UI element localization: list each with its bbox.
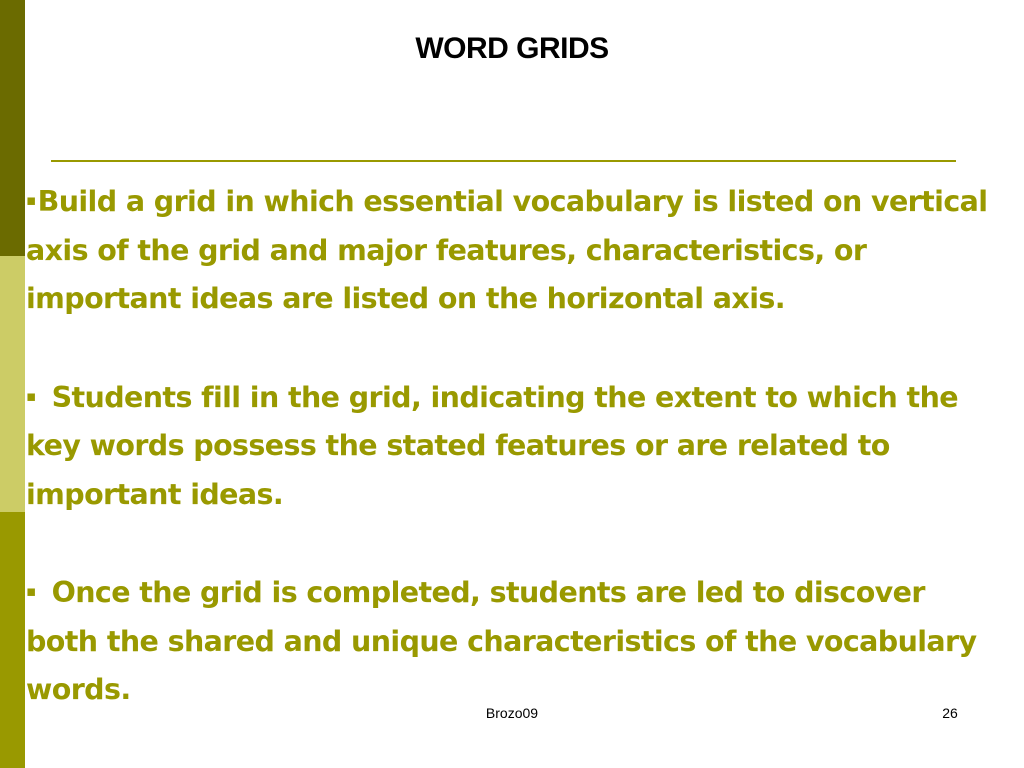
bullet-item-3 — [26, 567, 1001, 715]
bullet-text-2: Students fill in the grid, indicating the extent to which the key words possess the stated features or are related to important ideas. — [26, 380, 958, 511]
footer-page-number: 26 — [942, 705, 958, 721]
bullet-square-icon: ▪ — [26, 386, 36, 405]
paragraph-spacer — [26, 519, 1001, 567]
paragraph-spacer — [26, 324, 1001, 372]
bullet-item-1 — [26, 176, 1001, 324]
sidebar-segment-light — [0, 256, 25, 512]
bullet-square-icon: ▪ — [26, 191, 36, 209]
slide-title: WORD GRIDS — [415, 32, 609, 65]
bullet-square-icon: ▪ — [26, 582, 36, 600]
slide-body — [26, 176, 1001, 715]
sidebar-decoration — [0, 0, 25, 768]
bullet-text-1: Build a grid in which essential vocabulary is listed on vertical axis of the grid and major features, characteristics, or important ideas are listed on the horizontal axis. — [26, 185, 988, 315]
bullet-text-3: Once the grid is completed, students are led to discover both the shared and unique characteristics of the vocabulary words. — [26, 576, 977, 706]
footer-author: Brozo09 — [485, 705, 539, 721]
bullet-item-2 — [26, 372, 1001, 520]
sidebar-segment-mid — [0, 512, 25, 768]
title-divider — [51, 160, 956, 162]
